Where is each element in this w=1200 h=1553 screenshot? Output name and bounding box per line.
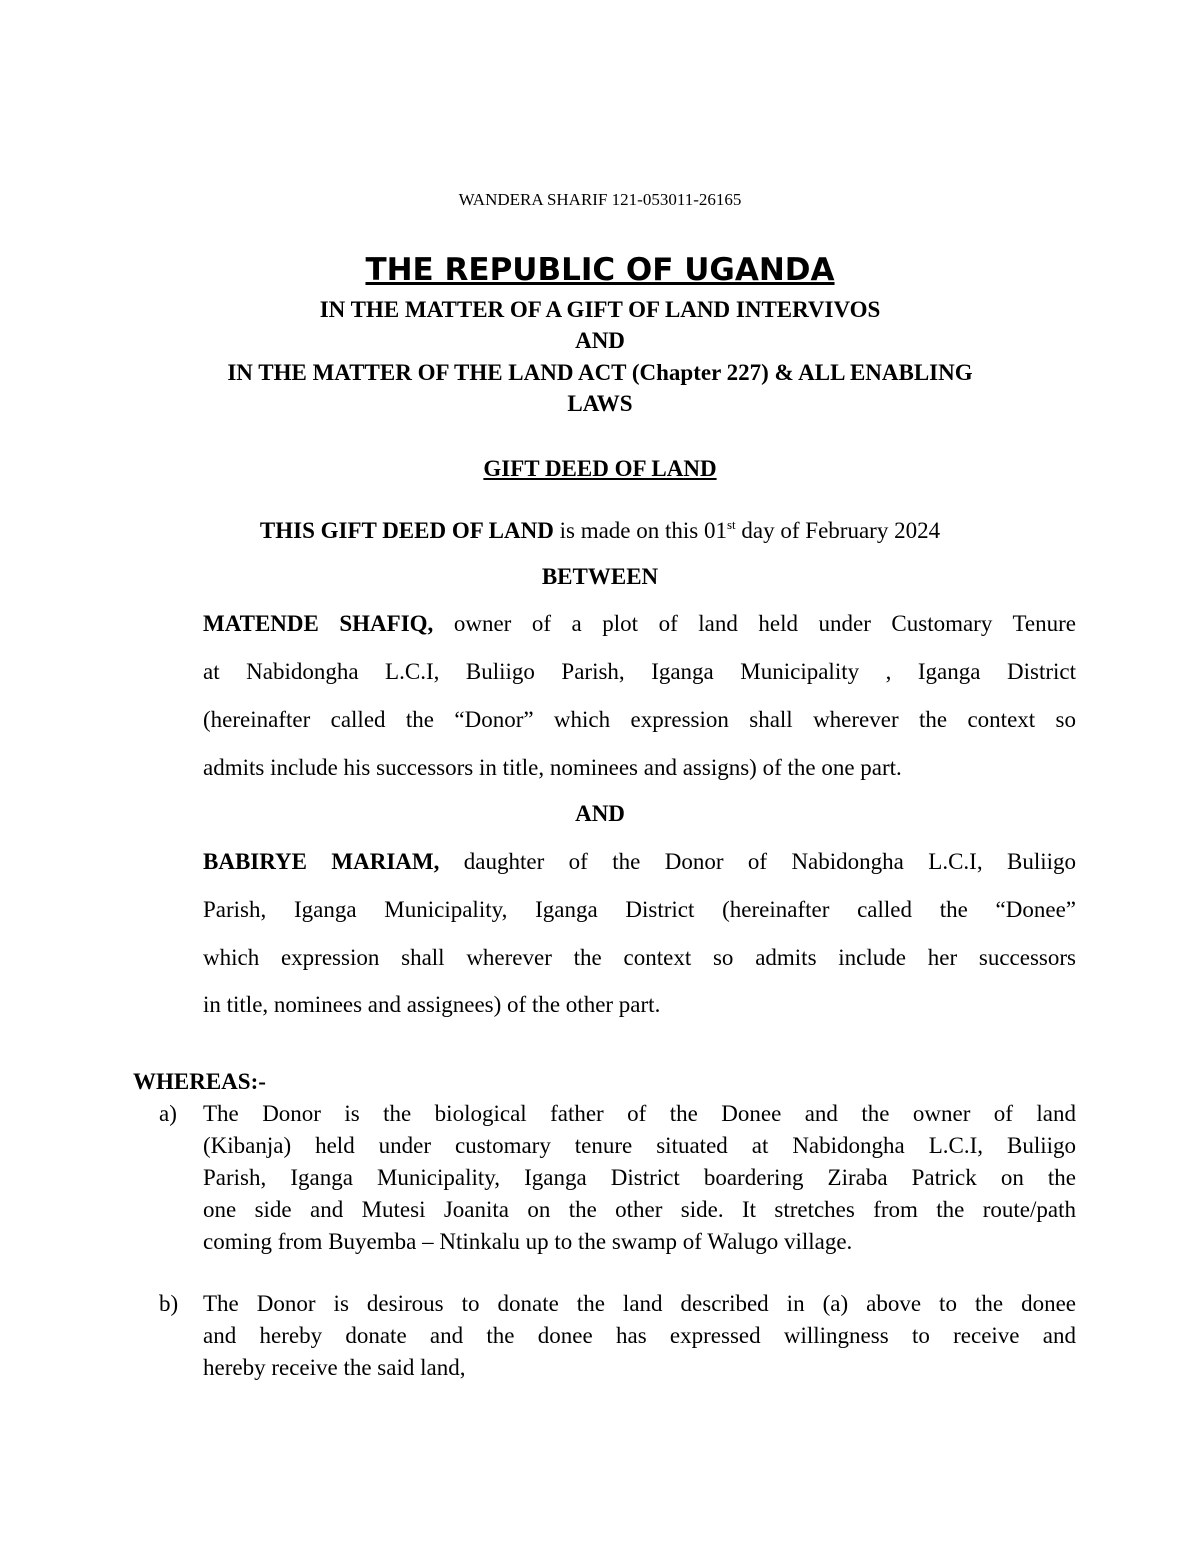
- recital-label: a): [159, 1101, 177, 1126]
- donor-name: MATENDE SHAFIQ,: [203, 611, 434, 636]
- donee-line: in title, nominees and assignees) of the other part.: [203, 992, 661, 1017]
- and-separator: AND: [575, 801, 625, 826]
- donee-name: BABIRYE MARIAM,: [203, 849, 440, 874]
- recital-line: and hereby donate and the donee has expressed willingness to receive and: [203, 1323, 1076, 1348]
- between-heading: BETWEEN: [541, 564, 659, 589]
- whereas-heading: WHEREAS:-: [133, 1069, 266, 1094]
- and-heading: AND: [575, 328, 625, 353]
- document-header: WANDERA SHARIF 121-053011-26165: [458, 190, 742, 209]
- recital-label: b): [159, 1291, 179, 1316]
- recital-line: one side and Mutesi Joanita on the other side. It stretches from the route/path: [203, 1197, 1076, 1222]
- intro-bold: THIS GIFT DEED OF LAND: [259, 518, 554, 543]
- donee-line: daughter of the Donor of Nabidongha L.C.I, Buliigo: [439, 849, 1076, 874]
- matter-heading-2: IN THE MATTER OF THE LAND ACT (Chapter 227) & ALL ENABLING: [227, 360, 973, 385]
- intro-line: [0, 518, 1200, 544]
- donee-line: which expression shall wherever the context so admits include her successors: [203, 945, 1076, 970]
- intro-text: is made on this 01: [553, 518, 727, 543]
- donor-line: (hereinafter called the “Donor” which expression shall wherever the context so: [203, 707, 1076, 732]
- donee-line: Parish, Iganga Municipality, Iganga District (hereinafter called the “Donee”: [203, 897, 1076, 922]
- matter-heading-1: IN THE MATTER OF A GIFT OF LAND INTERVIVOS: [319, 297, 881, 322]
- intro-sup: st: [727, 517, 736, 532]
- matter-heading-2-cont: LAWS: [567, 391, 633, 416]
- donor-line: at Nabidongha L.C.I, Buliigo Parish, Iganga Municipality , Iganga District: [203, 659, 1076, 684]
- document-title: THE REPUBLIC OF UGANDA: [365, 252, 835, 288]
- donor-line: admits include his successors in title, nominees and assigns) of the one part.: [203, 755, 902, 780]
- recital-line: Parish, Iganga Municipality, Iganga District boardering Ziraba Patrick on the: [203, 1165, 1076, 1190]
- recital-line: coming from Buyemba – Ntinkalu up to the swamp of Walugo village.: [203, 1229, 853, 1254]
- deed-title: GIFT DEED OF LAND: [483, 456, 717, 481]
- donor-line: owner of a plot of land held under Customary Tenure: [433, 611, 1076, 636]
- recital-line: (Kibanja) held under customary tenure situated at Nabidongha L.C.I, Buliigo: [203, 1133, 1076, 1158]
- recital-line: The Donor is the biological father of the Donee and the owner of land: [203, 1101, 1076, 1126]
- intro-rest: day of February 2024: [735, 518, 941, 543]
- recital-line: hereby receive the said land,: [203, 1355, 466, 1380]
- recital-line: The Donor is desirous to donate the land described in (a) above to the donee: [203, 1291, 1076, 1316]
